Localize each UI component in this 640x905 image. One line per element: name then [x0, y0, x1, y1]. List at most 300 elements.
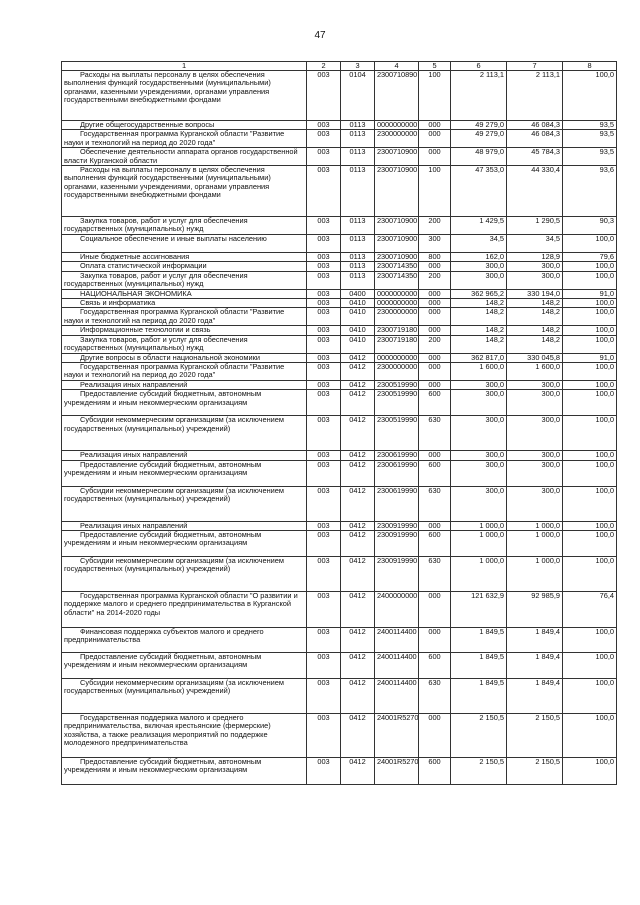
column-header: 8 [563, 62, 617, 71]
row-target-code: 2300719180 [375, 326, 419, 335]
column-header: 2 [307, 62, 341, 71]
row-executed: 300,0 [507, 416, 563, 451]
row-percent: 79,6 [563, 253, 617, 262]
row-admin-code: 003 [307, 390, 341, 416]
row-name-text: Предоставление субсидий бюджетным, автономным учреждениям и иным некоммерческим организациям [64, 389, 262, 407]
row-name [62, 217, 307, 235]
row-planned: 362 817,0 [451, 353, 507, 362]
row-expense-type: 800 [419, 253, 451, 262]
row-section-code: 0410 [341, 335, 375, 353]
row-percent: 100,0 [563, 713, 617, 757]
row-name [62, 627, 307, 652]
row-target-code: 2400114400 [375, 627, 419, 652]
row-percent: 100,0 [563, 416, 617, 451]
row-percent: 100,0 [563, 271, 617, 289]
row-percent: 91,0 [563, 289, 617, 298]
row-name-text: Государственная программа Курганской области "О развитии и поддержке малого и среднего предпринимательства в Курганской области" на 2014-2020 годы [64, 590, 298, 617]
row-percent: 100,0 [563, 235, 617, 253]
row-planned: 2 150,5 [451, 757, 507, 784]
table-row [62, 627, 617, 652]
row-name [62, 416, 307, 451]
row-admin-code: 003 [307, 713, 341, 757]
row-executed: 330 194,0 [507, 289, 563, 298]
row-name-text: Другие общегосударственные вопросы [80, 120, 215, 129]
row-section-code: 0412 [341, 530, 375, 556]
row-target-code: 2300619990 [375, 451, 419, 460]
row-name-text: Социальное обеспечение и иные выплаты населению [80, 234, 267, 244]
row-name [62, 390, 307, 416]
table-row [62, 235, 617, 253]
row-admin-code: 003 [307, 353, 341, 362]
row-planned: 1 849,5 [451, 627, 507, 652]
row-planned: 300,0 [451, 380, 507, 389]
row-section-code: 0412 [341, 591, 375, 627]
row-section-code: 0113 [341, 148, 375, 166]
row-executed: 128,9 [507, 253, 563, 262]
row-admin-code: 003 [307, 299, 341, 308]
row-expense-type: 630 [419, 416, 451, 451]
row-name-text: Государственная программа Курганской области "Развитие науки и технологий на период до 2020 года" [64, 307, 285, 325]
row-executed: 148,2 [507, 308, 563, 326]
row-planned: 34,5 [451, 235, 507, 253]
column-header: 3 [341, 62, 375, 71]
row-admin-code: 003 [307, 521, 341, 530]
row-expense-type: 300 [419, 235, 451, 253]
row-name [62, 335, 307, 353]
row-admin-code: 003 [307, 652, 341, 678]
row-planned: 300,0 [451, 390, 507, 416]
row-expense-type: 000 [419, 289, 451, 298]
column-header: 5 [419, 62, 451, 71]
row-name [62, 530, 307, 556]
row-expense-type: 100 [419, 166, 451, 217]
row-name-text: Расходы на выплаты персоналу в целях обеспечения выполнения функций государственными (муниципальными) органами, казенными учреждениями, органами управления государственными внебюджетными фондами [64, 70, 271, 105]
row-expense-type: 000 [419, 451, 451, 460]
row-executed: 2 150,5 [507, 757, 563, 784]
table-row [62, 678, 617, 713]
table-row [62, 335, 617, 353]
row-admin-code: 003 [307, 451, 341, 460]
row-planned: 2 150,5 [451, 713, 507, 757]
row-expense-type: 630 [419, 678, 451, 713]
row-admin-code: 003 [307, 757, 341, 784]
row-name-text: Финансовая поддержка субъектов малого и среднего предпринимательства [64, 626, 264, 645]
row-planned: 1 600,0 [451, 362, 507, 380]
row-target-code: 2300919990 [375, 521, 419, 530]
row-admin-code: 003 [307, 678, 341, 713]
row-target-code: 2300710900 [375, 217, 419, 235]
row-executed: 1 849,4 [507, 652, 563, 678]
row-percent: 100,0 [563, 521, 617, 530]
row-executed: 1 849,4 [507, 678, 563, 713]
row-executed: 300,0 [507, 390, 563, 416]
row-percent: 100,0 [563, 627, 617, 652]
row-name [62, 166, 307, 217]
row-name-text: Реализация иных направлений [80, 520, 188, 530]
row-planned: 1 000,0 [451, 556, 507, 591]
row-admin-code: 003 [307, 556, 341, 591]
row-name-text: Обеспечение деятельности аппарата органов государственной власти Курганской области [64, 147, 298, 165]
row-target-code: 2300000000 [375, 362, 419, 380]
row-planned: 300,0 [451, 486, 507, 521]
row-admin-code: 003 [307, 71, 341, 121]
row-planned: 1 000,0 [451, 521, 507, 530]
row-expense-type: 600 [419, 757, 451, 784]
row-target-code: 2300619990 [375, 486, 419, 521]
row-section-code: 0400 [341, 289, 375, 298]
row-name [62, 678, 307, 713]
row-planned: 162,0 [451, 253, 507, 262]
row-percent: 100,0 [563, 71, 617, 121]
row-expense-type: 000 [419, 713, 451, 757]
row-percent: 100,0 [563, 362, 617, 380]
row-target-code: 2300714350 [375, 271, 419, 289]
row-target-code: 2300714350 [375, 262, 419, 271]
row-admin-code: 003 [307, 335, 341, 353]
row-executed: 148,2 [507, 335, 563, 353]
row-planned: 1 000,0 [451, 530, 507, 556]
row-section-code: 0412 [341, 652, 375, 678]
row-executed: 300,0 [507, 380, 563, 389]
row-percent: 93,5 [563, 130, 617, 148]
row-percent: 100,0 [563, 678, 617, 713]
row-planned: 300,0 [451, 271, 507, 289]
table-row [62, 308, 617, 326]
row-planned: 148,2 [451, 299, 507, 308]
row-expense-type: 200 [419, 335, 451, 353]
row-target-code: 2300710900 [375, 148, 419, 166]
row-percent: 100,0 [563, 299, 617, 308]
row-section-code: 0412 [341, 416, 375, 451]
table-row [62, 713, 617, 757]
row-percent: 100,0 [563, 530, 617, 556]
row-name-text: Связь и информатика [80, 298, 156, 308]
row-name [62, 235, 307, 253]
table-row [62, 460, 617, 486]
row-name [62, 362, 307, 380]
row-admin-code: 003 [307, 166, 341, 217]
row-name-text: Закупка товаров, работ и услуг для обеспечения государственных (муниципальных) нужд [64, 270, 248, 289]
row-section-code: 0412 [341, 678, 375, 713]
row-planned: 2 113,1 [451, 71, 507, 121]
row-executed: 1 000,0 [507, 530, 563, 556]
table-body [62, 71, 617, 785]
row-percent: 76,4 [563, 591, 617, 627]
row-name [62, 130, 307, 148]
row-target-code: 2400114400 [375, 652, 419, 678]
row-percent: 100,0 [563, 262, 617, 271]
row-section-code: 0412 [341, 451, 375, 460]
row-admin-code: 003 [307, 627, 341, 652]
row-expense-type: 600 [419, 652, 451, 678]
row-section-code: 0412 [341, 486, 375, 521]
row-percent: 100,0 [563, 556, 617, 591]
table-row [62, 148, 617, 166]
row-expense-type: 000 [419, 627, 451, 652]
table-row [62, 416, 617, 451]
row-section-code: 0113 [341, 121, 375, 130]
row-name-text: Расходы на выплаты персоналу в целях обеспечения выполнения функций государственными (муниципальными) органами, казенными учреждениями, органами управления государственными внебюджетными фондами [64, 165, 271, 200]
row-target-code: 2300000000 [375, 130, 419, 148]
row-admin-code: 003 [307, 530, 341, 556]
row-planned: 1 429,5 [451, 217, 507, 235]
page-number: 47 [314, 30, 326, 41]
row-executed: 46 084,3 [507, 130, 563, 148]
row-planned: 47 353,0 [451, 166, 507, 217]
row-target-code: 2300000000 [375, 308, 419, 326]
column-header: 1 [62, 62, 307, 71]
table-row [62, 71, 617, 121]
row-expense-type: 000 [419, 308, 451, 326]
row-name-text: Другие вопросы в области национальной экономики [80, 352, 260, 362]
row-executed: 1 290,5 [507, 217, 563, 235]
row-expense-type: 000 [419, 353, 451, 362]
row-admin-code: 003 [307, 271, 341, 289]
table-row [62, 362, 617, 380]
row-name-text: Иные бюджетные ассигнования [80, 252, 190, 262]
row-name [62, 652, 307, 678]
row-percent: 100,0 [563, 460, 617, 486]
row-name [62, 713, 307, 757]
row-expense-type: 630 [419, 486, 451, 521]
row-section-code: 0113 [341, 217, 375, 235]
row-name-text: Реализация иных направлений [80, 379, 188, 389]
row-admin-code: 003 [307, 591, 341, 627]
row-admin-code: 003 [307, 362, 341, 380]
row-planned: 121 632,9 [451, 591, 507, 627]
table-row [62, 130, 617, 148]
row-percent: 100,0 [563, 335, 617, 353]
row-expense-type: 000 [419, 521, 451, 530]
row-target-code: 0000000000 [375, 299, 419, 308]
row-executed: 2 113,1 [507, 71, 563, 121]
row-name-text: Предоставление субсидий бюджетным, автономным учреждениям и иным некоммерческим организациям [64, 651, 262, 670]
row-name-text: Закупка товаров, работ и услуг для обеспечения государственных (муниципальных) нужд [64, 216, 248, 234]
row-section-code: 0412 [341, 362, 375, 380]
row-percent: 100,0 [563, 486, 617, 521]
row-section-code: 0113 [341, 130, 375, 148]
row-admin-code: 003 [307, 217, 341, 235]
row-percent: 100,0 [563, 326, 617, 335]
row-name-text: Государственная поддержка малого и среднего предпринимательства, включая крестьянские (фермерские) хозяйства, а также реализация мероприятий по поддержке молодежного предпринимательства [64, 712, 271, 748]
row-expense-type: 000 [419, 130, 451, 148]
row-expense-type: 000 [419, 380, 451, 389]
row-name-text: Информационные технологии и связь [80, 325, 211, 335]
row-section-code: 0410 [341, 299, 375, 308]
row-executed: 330 045,8 [507, 353, 563, 362]
row-section-code: 0113 [341, 271, 375, 289]
row-executed: 46 084,3 [507, 121, 563, 130]
row-executed: 2 150,5 [507, 713, 563, 757]
row-expense-type: 600 [419, 460, 451, 486]
row-target-code: 2300519990 [375, 390, 419, 416]
row-name-text: НАЦИОНАЛЬНАЯ ЭКОНОМИКА [80, 288, 192, 298]
row-target-code: 24001R5270 [375, 757, 419, 784]
row-expense-type: 000 [419, 148, 451, 166]
row-target-code: 2300519990 [375, 380, 419, 389]
row-name [62, 308, 307, 326]
row-executed: 300,0 [507, 262, 563, 271]
row-expense-type: 000 [419, 362, 451, 380]
row-executed: 148,2 [507, 299, 563, 308]
row-name [62, 71, 307, 121]
row-target-code: 2300719180 [375, 335, 419, 353]
row-executed: 300,0 [507, 271, 563, 289]
row-name [62, 271, 307, 289]
row-name-text: Предоставление субсидий бюджетным, автономным учреждениям и иным некоммерческим организациям [64, 756, 262, 775]
row-expense-type: 600 [419, 390, 451, 416]
row-executed: 92 985,9 [507, 591, 563, 627]
row-expense-type: 000 [419, 121, 451, 130]
row-admin-code: 003 [307, 130, 341, 148]
table-row [62, 591, 617, 627]
row-planned: 300,0 [451, 451, 507, 460]
row-name-text: Государственная программа Курганской области "Развитие науки и технологий на период до 2020 года" [64, 361, 285, 380]
row-expense-type: 600 [419, 530, 451, 556]
row-section-code: 0412 [341, 757, 375, 784]
row-executed: 300,0 [507, 486, 563, 521]
row-admin-code: 003 [307, 380, 341, 389]
row-name-text: Предоставление субсидий бюджетным, автономным учреждениям и иным некоммерческим организациям [64, 529, 262, 548]
row-section-code: 0410 [341, 308, 375, 326]
table-row [62, 530, 617, 556]
row-expense-type: 000 [419, 299, 451, 308]
row-admin-code: 003 [307, 235, 341, 253]
row-section-code: 0412 [341, 627, 375, 652]
table-row [62, 652, 617, 678]
table-row [62, 486, 617, 521]
column-header: 4 [375, 62, 419, 71]
row-percent: 100,0 [563, 380, 617, 389]
row-admin-code: 003 [307, 253, 341, 262]
row-target-code: 2300919990 [375, 530, 419, 556]
row-expense-type: 000 [419, 591, 451, 627]
row-target-code: 2300710900 [375, 166, 419, 217]
row-percent: 100,0 [563, 652, 617, 678]
row-target-code: 2400114400 [375, 678, 419, 713]
row-executed: 300,0 [507, 451, 563, 460]
row-executed: 148,2 [507, 326, 563, 335]
row-section-code: 0412 [341, 353, 375, 362]
row-target-code: 2300619990 [375, 460, 419, 486]
row-target-code: 24001R5270 [375, 713, 419, 757]
row-target-code: 2300710900 [375, 253, 419, 262]
row-name [62, 148, 307, 166]
row-name-text: Субсидии некоммерческим организациям (за исключением государственных (муниципальных) учреждений) [64, 485, 284, 503]
row-admin-code: 003 [307, 326, 341, 335]
row-target-code: 0000000000 [375, 121, 419, 130]
row-section-code: 0412 [341, 556, 375, 591]
row-planned: 148,2 [451, 308, 507, 326]
row-planned: 49 279,0 [451, 121, 507, 130]
row-admin-code: 003 [307, 121, 341, 130]
row-executed: 45 784,3 [507, 148, 563, 166]
row-percent: 100,0 [563, 390, 617, 416]
row-percent: 100,0 [563, 451, 617, 460]
row-planned: 148,2 [451, 335, 507, 353]
row-percent: 93,5 [563, 121, 617, 130]
row-admin-code: 003 [307, 262, 341, 271]
row-target-code: 0000000000 [375, 353, 419, 362]
row-planned: 300,0 [451, 416, 507, 451]
row-section-code: 0412 [341, 390, 375, 416]
row-executed: 1 000,0 [507, 556, 563, 591]
row-expense-type: 630 [419, 556, 451, 591]
row-section-code: 0113 [341, 253, 375, 262]
column-header: 6 [451, 62, 507, 71]
row-admin-code: 003 [307, 460, 341, 486]
row-admin-code: 003 [307, 289, 341, 298]
table-row [62, 166, 617, 217]
row-executed: 1 000,0 [507, 521, 563, 530]
row-admin-code: 003 [307, 308, 341, 326]
column-header: 7 [507, 62, 563, 71]
budget-table [61, 61, 617, 785]
row-target-code: 0000000000 [375, 289, 419, 298]
row-name [62, 486, 307, 521]
row-name [62, 757, 307, 784]
row-planned: 1 849,5 [451, 652, 507, 678]
row-target-code: 2300710890 [375, 71, 419, 121]
row-admin-code: 003 [307, 416, 341, 451]
row-expense-type: 200 [419, 217, 451, 235]
row-percent: 100,0 [563, 757, 617, 784]
row-name-text: Закупка товаров, работ и услуг для обеспечения государственных (муниципальных) нужд [64, 334, 248, 353]
row-percent: 90,3 [563, 217, 617, 235]
row-name [62, 591, 307, 627]
row-executed: 44 330,4 [507, 166, 563, 217]
row-planned: 148,2 [451, 326, 507, 335]
row-planned: 49 279,0 [451, 130, 507, 148]
table-row [62, 757, 617, 784]
table-row [62, 556, 617, 591]
row-name [62, 556, 307, 591]
table-row [62, 217, 617, 235]
row-section-code: 0410 [341, 326, 375, 335]
row-name-text: Субсидии некоммерческим организациям (за исключением государственных (муниципальных) учреждений) [64, 677, 284, 696]
row-name-text: Предоставление субсидий бюджетным, автономным учреждениям и иным некоммерческим организациям [64, 459, 262, 477]
row-name-text: Субсидии некоммерческим организациям (за исключением государственных (муниципальных) учреждений) [64, 555, 284, 574]
row-expense-type: 100 [419, 71, 451, 121]
row-section-code: 0113 [341, 166, 375, 217]
row-section-code: 0412 [341, 380, 375, 389]
row-name-text: Реализация иных направлений [80, 450, 188, 460]
row-planned: 1 849,5 [451, 678, 507, 713]
row-section-code: 0412 [341, 713, 375, 757]
row-executed: 300,0 [507, 460, 563, 486]
row-planned: 300,0 [451, 460, 507, 486]
row-name [62, 460, 307, 486]
row-percent: 93,5 [563, 148, 617, 166]
row-planned: 48 979,0 [451, 148, 507, 166]
row-section-code: 0104 [341, 71, 375, 121]
row-section-code: 0412 [341, 521, 375, 530]
row-executed: 1 600,0 [507, 362, 563, 380]
row-expense-type: 200 [419, 271, 451, 289]
row-executed: 34,5 [507, 235, 563, 253]
row-name-text: Субсидии некоммерческим организациям (за исключением государственных (муниципальных) учреждений) [64, 415, 284, 433]
row-percent: 93,6 [563, 166, 617, 217]
row-admin-code: 003 [307, 148, 341, 166]
row-planned: 362 965,2 [451, 289, 507, 298]
row-section-code: 0113 [341, 235, 375, 253]
row-target-code: 2300710900 [375, 235, 419, 253]
row-target-code: 2300519990 [375, 416, 419, 451]
row-executed: 1 849,4 [507, 627, 563, 652]
row-target-code: 2400000000 [375, 591, 419, 627]
row-percent: 91,0 [563, 353, 617, 362]
table-row [62, 271, 617, 289]
